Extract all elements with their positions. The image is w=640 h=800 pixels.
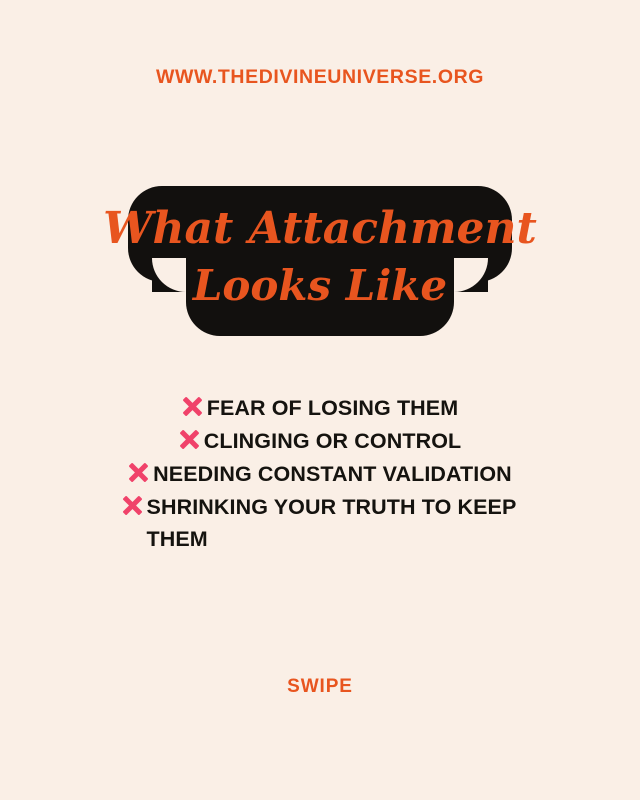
cross-mark-icon bbox=[182, 392, 203, 424]
cross-mark-icon bbox=[122, 491, 143, 523]
cross-mark-icon bbox=[179, 425, 200, 457]
list-item bbox=[60, 458, 580, 490]
badge-text-group bbox=[103, 186, 537, 336]
attachment-signs-list bbox=[60, 392, 580, 556]
title-badge bbox=[103, 186, 537, 336]
list-item-label: FEAR OF LOSING THEM bbox=[206, 396, 459, 420]
list-item-label: NEEDING CONSTANT VALIDATION bbox=[153, 462, 512, 486]
list-item bbox=[60, 392, 580, 424]
list-item bbox=[60, 425, 580, 457]
title-line-1: What Attachment bbox=[103, 203, 537, 254]
cross-mark-icon bbox=[128, 458, 149, 490]
title-line-2: Looks Like bbox=[192, 261, 448, 310]
swipe-label: SWIPE bbox=[287, 676, 353, 697]
site-url-text: WWW.THEDIVINEUNIVERSE.ORG bbox=[155, 66, 485, 88]
list-item-label: SHRINKING YOUR TRUTH TO KEEP THEM bbox=[146, 495, 517, 551]
list-item-label: CLINGING OR CONTROL bbox=[203, 429, 462, 453]
list-item bbox=[60, 491, 580, 555]
